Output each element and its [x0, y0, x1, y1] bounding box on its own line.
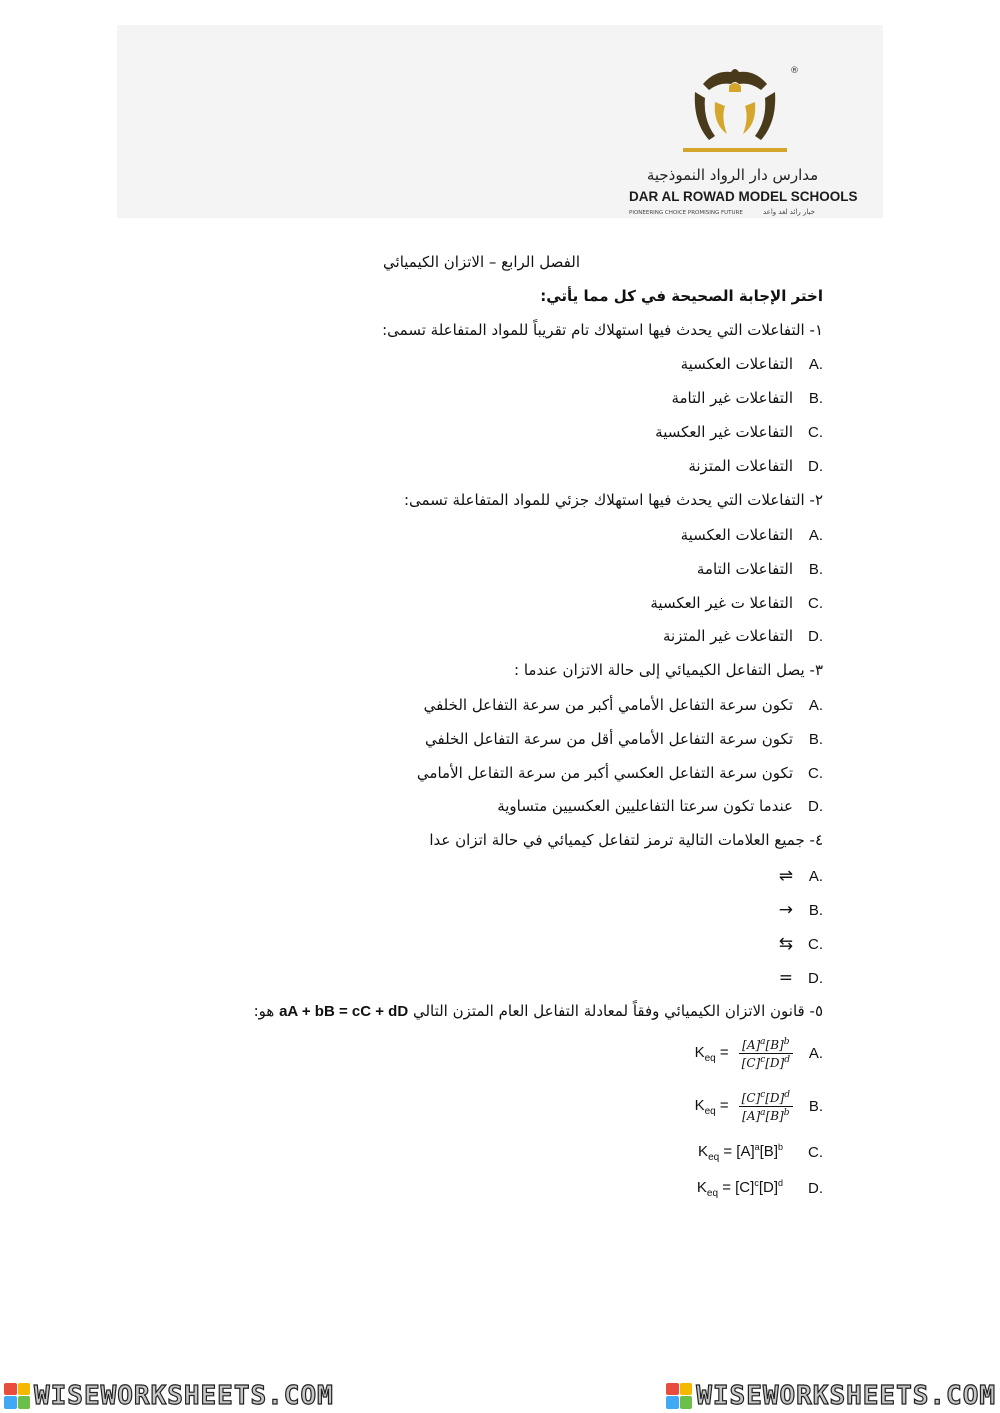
footer-watermark	[0, 1378, 1000, 1413]
equilibrium-arrow-icon: ⇌	[778, 866, 793, 886]
option-2c[interactable]: التفاعلا ت غير العكسية C.	[650, 594, 823, 612]
keq-fraction: $\frac{[A]^a[B]^b}{[C]^c[D]^d}$	[739, 1037, 793, 1070]
question-text: جميع العلامات التالية ترمز لتفاعل كيميائي في حالة اتزان عدا	[429, 831, 805, 849]
option-5a[interactable]: $K_{eq}$ = $\frac{[A]^a[B]^b}{[C]^c[D]^d}$ A.	[694, 1037, 823, 1070]
watermark-text: WISEWORKSHEETS.COM	[696, 1380, 996, 1411]
question-number: ٥-	[809, 1002, 823, 1020]
equals-sign-icon: =	[778, 968, 793, 988]
option-4d[interactable]: = D.	[778, 968, 823, 988]
question-5	[254, 1002, 823, 1020]
question-text: يصل التفاعل الكيميائي إلى حالة الاتزان عندما :	[514, 661, 805, 679]
question-4	[429, 831, 823, 849]
question-1	[382, 321, 823, 339]
question-number: ٤-	[809, 831, 823, 849]
tagline-arabic: خيار رائد لغد واعد	[763, 208, 815, 216]
watermark-left	[4, 1381, 334, 1411]
school-crest-icon	[675, 62, 795, 157]
option-1d[interactable]: التفاعلات المتزنة D.	[688, 457, 823, 475]
question-2	[404, 491, 823, 509]
question-text: قانون الاتزان الكيميائي وفقاً لمعادلة التفاعل العام المتزن التالي	[412, 1002, 805, 1020]
question-text-end: هو:	[253, 1002, 275, 1020]
option-2a[interactable]: التفاعلات العكسية A.	[680, 526, 823, 544]
keq-label: $K_{eq}$ =	[694, 1043, 729, 1064]
chapter-title: الفصل الرابع – الاتزان الكيميائي	[383, 253, 580, 271]
keq-label: $K_{eq}$ =	[694, 1096, 729, 1117]
watermark-right	[666, 1381, 996, 1411]
option-5c[interactable]: $K_{eq} = [A]^a[B]^b$ C.	[698, 1142, 823, 1163]
school-name-english: DAR AL ROWAD MODEL SCHOOLS	[629, 189, 858, 204]
option-3d[interactable]: عندما تكون سرعتا التفاعليين العكسيين متساوية D.	[497, 797, 823, 815]
tagline-english: PIONEERING CHOICE PROMISING FUTURE	[629, 210, 743, 216]
option-1b[interactable]: التفاعلات غير التامة B.	[671, 389, 823, 407]
right-arrow-icon: →	[778, 900, 793, 920]
question-text: التفاعلات التي يحدث فيها استهلاك جزئي للمواد المتفاعلة تسمى:	[403, 491, 805, 509]
option-4a[interactable]: ⇌ A.	[778, 866, 823, 886]
school-name-arabic: مدارس دار الرواد النموذجية	[646, 166, 819, 184]
wiseworksheets-logo-icon	[4, 1383, 30, 1409]
instruction: اختر الإجابة الصحيحة في كل مما يأتي:	[540, 287, 823, 305]
option-5b[interactable]: $K_{eq}$ = $\frac{[C]^c[D]^d}{[A]^a[B]^b}$ B.	[694, 1090, 823, 1123]
option-4c[interactable]: ⇆ C.	[778, 934, 823, 954]
question-number: ٢-	[809, 491, 823, 509]
registered-mark: ®	[790, 66, 799, 76]
watermark-text: WISEWORKSHEETS.COM	[34, 1380, 334, 1411]
question-text: التفاعلات التي يحدث فيها استهلاك تام تقريباً للمواد المتفاعلة تسمى:	[382, 321, 805, 339]
reaction-equation: aA + bB = cC + dD	[279, 1003, 409, 1020]
option-1c[interactable]: التفاعلات غير العكسية C.	[655, 423, 823, 441]
keq-expression: $K_{eq} = [A]^a[B]^b$	[698, 1142, 783, 1163]
question-number: ١-	[809, 321, 823, 339]
option-2b[interactable]: التفاعلات التامة B.	[696, 560, 823, 578]
option-2d[interactable]: التفاعلات غير المتزنة D.	[662, 627, 823, 645]
option-5d[interactable]: $K_{eq} = [C]^c[D]^d$ D.	[696, 1178, 823, 1199]
keq-expression: $K_{eq} = [C]^c[D]^d$	[696, 1178, 783, 1199]
option-1a[interactable]: التفاعلات العكسية A.	[680, 355, 823, 373]
question-number: ٣-	[809, 661, 823, 679]
school-logo	[625, 62, 858, 222]
wiseworksheets-logo-icon	[666, 1383, 692, 1409]
option-3b[interactable]: تكون سرعة التفاعل الأمامي أقل من سرعة التفاعل الخلفي B.	[425, 730, 823, 748]
option-3a[interactable]: تكون سرعة التفاعل الأمامي أكبر من سرعة التفاعل الخلفي A.	[423, 696, 823, 714]
double-arrow-icon: ⇆	[778, 934, 793, 954]
option-3c[interactable]: تكون سرعة التفاعل العكسي أكبر من سرعة التفاعل الأمامي C.	[416, 764, 823, 782]
question-3	[514, 661, 823, 679]
keq-fraction: $\frac{[C]^c[D]^d}{[A]^a[B]^b}$	[739, 1090, 793, 1123]
option-4b[interactable]: → B.	[778, 900, 823, 920]
